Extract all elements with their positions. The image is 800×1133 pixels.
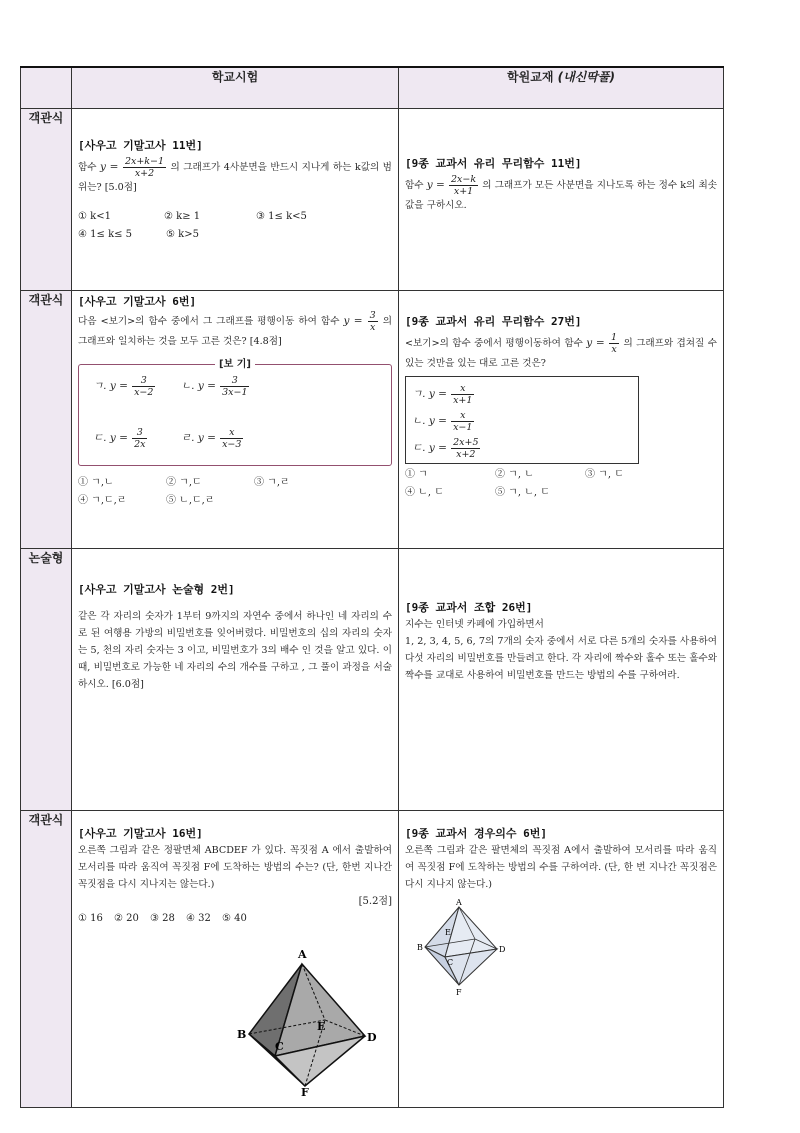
vertex-label: A	[298, 948, 307, 961]
option-item: ㄴ. y = $\frac{x}{x-1}$	[412, 410, 473, 433]
octahedron-figure-small	[415, 897, 515, 997]
option-item: ㄷ. y = $\frac{2x+5}{x+2}$	[412, 437, 479, 460]
fraction: $\frac{2x-k}{x+1}$	[450, 174, 477, 197]
vertex-label: C	[447, 958, 454, 967]
question-source: [9종 교과서 유리 무리함수 11번]	[405, 157, 582, 170]
row-3	[21, 549, 724, 811]
row-4-label: 객관식	[21, 811, 72, 1108]
question-source: [9종 교과서 경우의수 6번]	[405, 827, 547, 840]
answer-choices	[78, 208, 392, 244]
row-2	[21, 291, 724, 549]
row-3-right	[399, 549, 724, 811]
bogi-box	[78, 359, 392, 466]
row-1-left	[72, 109, 399, 291]
question-source: [9종 교과서 유리 무리함수 27번]	[405, 315, 582, 328]
bogi-title: [보 기]	[215, 359, 255, 370]
bogi-item: ㄱ. y = $\frac{3}{x-2}$	[93, 375, 154, 398]
question-source: [사우고 기말고사 논술형 2번]	[78, 583, 235, 596]
octahedron-figure-large	[237, 946, 387, 1096]
answer-choices	[78, 474, 392, 510]
score: [5.2점]	[358, 896, 392, 907]
question-text: 같은 각 자리의 숫자가 1부터 9까지의 자연수 중에서 하나인 네 자리의 수로 된 여행용 가방의 비밀번호를 잊어버렸다. 비밀번호의 십의 자리의 숫자는 5, 천의 자리 숫자는 3 이고, 비밀번호가 3의 배수 인 것을 알고 있다. 이 때, 비밀번호로 가능한 네 자리의 수의 개수를 구하고 , 그 풀이 과정을 서술하시오. [6.0점]	[78, 611, 392, 690]
option-item: ㄱ. y = $\frac{x}{x+1}$	[412, 383, 473, 406]
vertex-label: C	[275, 1040, 284, 1053]
choice: ③ 1≤ k<5	[256, 211, 307, 222]
vertex-label: E	[317, 1020, 326, 1033]
bogi-item: ㄷ. y = $\frac{3}{2x}$	[93, 427, 146, 450]
answer-choices	[78, 910, 392, 928]
header-row	[21, 67, 724, 109]
choice: ⑤ ㄱ, ㄴ, ㄷ	[495, 487, 550, 498]
row-2-label: 객관식	[21, 291, 72, 549]
choice: ⑤ ㄴ,ㄷ,ㄹ	[166, 495, 215, 506]
fraction: $\frac{1}{x}$	[611, 332, 618, 355]
row-3-left	[72, 549, 399, 811]
row-1-label: 객관식	[21, 109, 72, 291]
vertex-label: F	[456, 988, 462, 997]
choice: ③ 28	[150, 913, 175, 924]
header-academy-book	[399, 67, 724, 109]
question-text: 오른쪽 그림과 같은 팔면체의 꼭짓점 A에서 출발하여 모서리를 따라 움직여 꼭짓점 F에 도착하는 방법의 수를 구하여라. (단, 한 번 지나간 꼭짓점은 다시 지나지 않는다.)	[405, 845, 717, 890]
row-1-right	[399, 109, 724, 291]
choice: ① ㄱ	[405, 469, 428, 480]
choice: ② 20	[114, 913, 139, 924]
options-box	[405, 376, 639, 464]
row-3-label: 논술형	[21, 549, 72, 811]
comparison-table	[20, 66, 724, 1108]
row-4	[21, 811, 724, 1108]
row-4-left	[72, 811, 399, 1108]
question-text: 함수 y = $\frac{2x+k-1}{x+2}$ 의 그래프가 4사분면을 반드시 지나게 하는 k값의 범위는? [5.0점]	[78, 156, 392, 193]
vertex-label: D	[367, 1031, 377, 1044]
row-1	[21, 109, 724, 291]
question-source: [사우고 기말고사 16번]	[78, 827, 203, 840]
choice: ① k<1	[78, 211, 111, 222]
fraction: $\frac{2x+k-1}{x+2}$	[124, 156, 165, 179]
choice: ② ㄱ, ㄴ	[495, 469, 534, 480]
vertex-label: F	[301, 1086, 309, 1096]
row-2-left	[72, 291, 399, 549]
question-text: 1, 2, 3, 4, 5, 6, 7의 7개의 숫자 중에서 서로 다른 5개의 숫자를 사용하여 다섯 자리의 비밀번호를 만들려고 한다. 각 자리에 짝수와 홀수 또는 홀수와 짝수를 교대로 사용하여 비밀번호를 만드는 방법의 수를 구하여라.	[405, 636, 717, 681]
fraction: $\frac{3}{x}$	[369, 310, 376, 333]
choice: ② ㄱ,ㄷ	[166, 477, 202, 488]
row-4-right	[399, 811, 724, 1108]
vertex-label: B	[237, 1028, 247, 1041]
vertex-label: A	[456, 898, 462, 907]
question-text: 다음 <보기>의 함수 중에서 그 그래프를 평행이동 하여 함수 y = $\frac{3}{x}$ 의 그래프와 일치하는 것을 모두 고른 것은? [4.8점]	[78, 310, 392, 347]
choice: ④ ㄴ, ㄷ	[405, 487, 444, 498]
bogi-item: ㄹ. y = $\frac{x}{x-3}$	[181, 427, 242, 450]
choice: ④ 1≤ k≤ 5	[78, 229, 133, 240]
question-source: [9종 교과서 조합 26번]	[405, 601, 533, 614]
question-source: [사우고 기말고사 6번]	[78, 295, 197, 308]
choice: ① 16	[78, 913, 103, 924]
vertex-label: E	[445, 928, 451, 937]
choice: ③ ㄱ, ㄷ	[585, 469, 624, 480]
vertex-label: B	[417, 943, 423, 952]
question-text: <보기>의 함수 중에서 평행이동하여 함수 y = $\frac{1}{x}$ 의 그래프와 겹쳐질 수 있는 것만을 있는 대로 고른 것은?	[405, 332, 717, 369]
vertex-label: D	[499, 945, 506, 954]
choice: ② k≥ 1	[164, 211, 201, 222]
question-text: 함수 y = $\frac{2x-k}{x+1}$ 의 그래프가 모든 사분면을 지나도록 하는 정수 k의 최솟값을 구하시오.	[405, 174, 717, 211]
header-corner	[21, 67, 72, 109]
row-2-right	[399, 291, 724, 549]
choice: ④ 32	[186, 913, 211, 924]
choice: ④ ㄱ,ㄷ,ㄹ	[78, 495, 127, 506]
question-text-line1: 지수는 인터넷 카페에 가입하면서	[405, 619, 544, 630]
header-academy-paren: (내신딱풀)	[557, 70, 615, 84]
choice: ③ ㄱ,ㄹ	[254, 477, 290, 488]
question-source: [사우고 기말고사 11번]	[78, 139, 203, 152]
answer-choices	[405, 466, 717, 502]
choice: ⑤ 40	[222, 913, 247, 924]
question-text: 오른쪽 그림과 같은 정팔면체 ABCDEF 가 있다. 꼭짓점 A 에서 출발하여 모서리를 따라 움직여 꼭짓점 F에 도착하는 방법의 수는? (단, 한번 지나간 꼭짓점을 다시 지나지는 않는다.)	[78, 845, 392, 890]
choice: ① ㄱ,ㄴ	[78, 477, 114, 488]
header-academy-main: 학원교재	[507, 70, 554, 84]
choice: ⑤ k>5	[166, 229, 199, 240]
header-school-exam: 학교시험	[72, 67, 399, 109]
bogi-item: ㄴ. y = $\frac{3}{3x-1}$	[181, 375, 248, 398]
